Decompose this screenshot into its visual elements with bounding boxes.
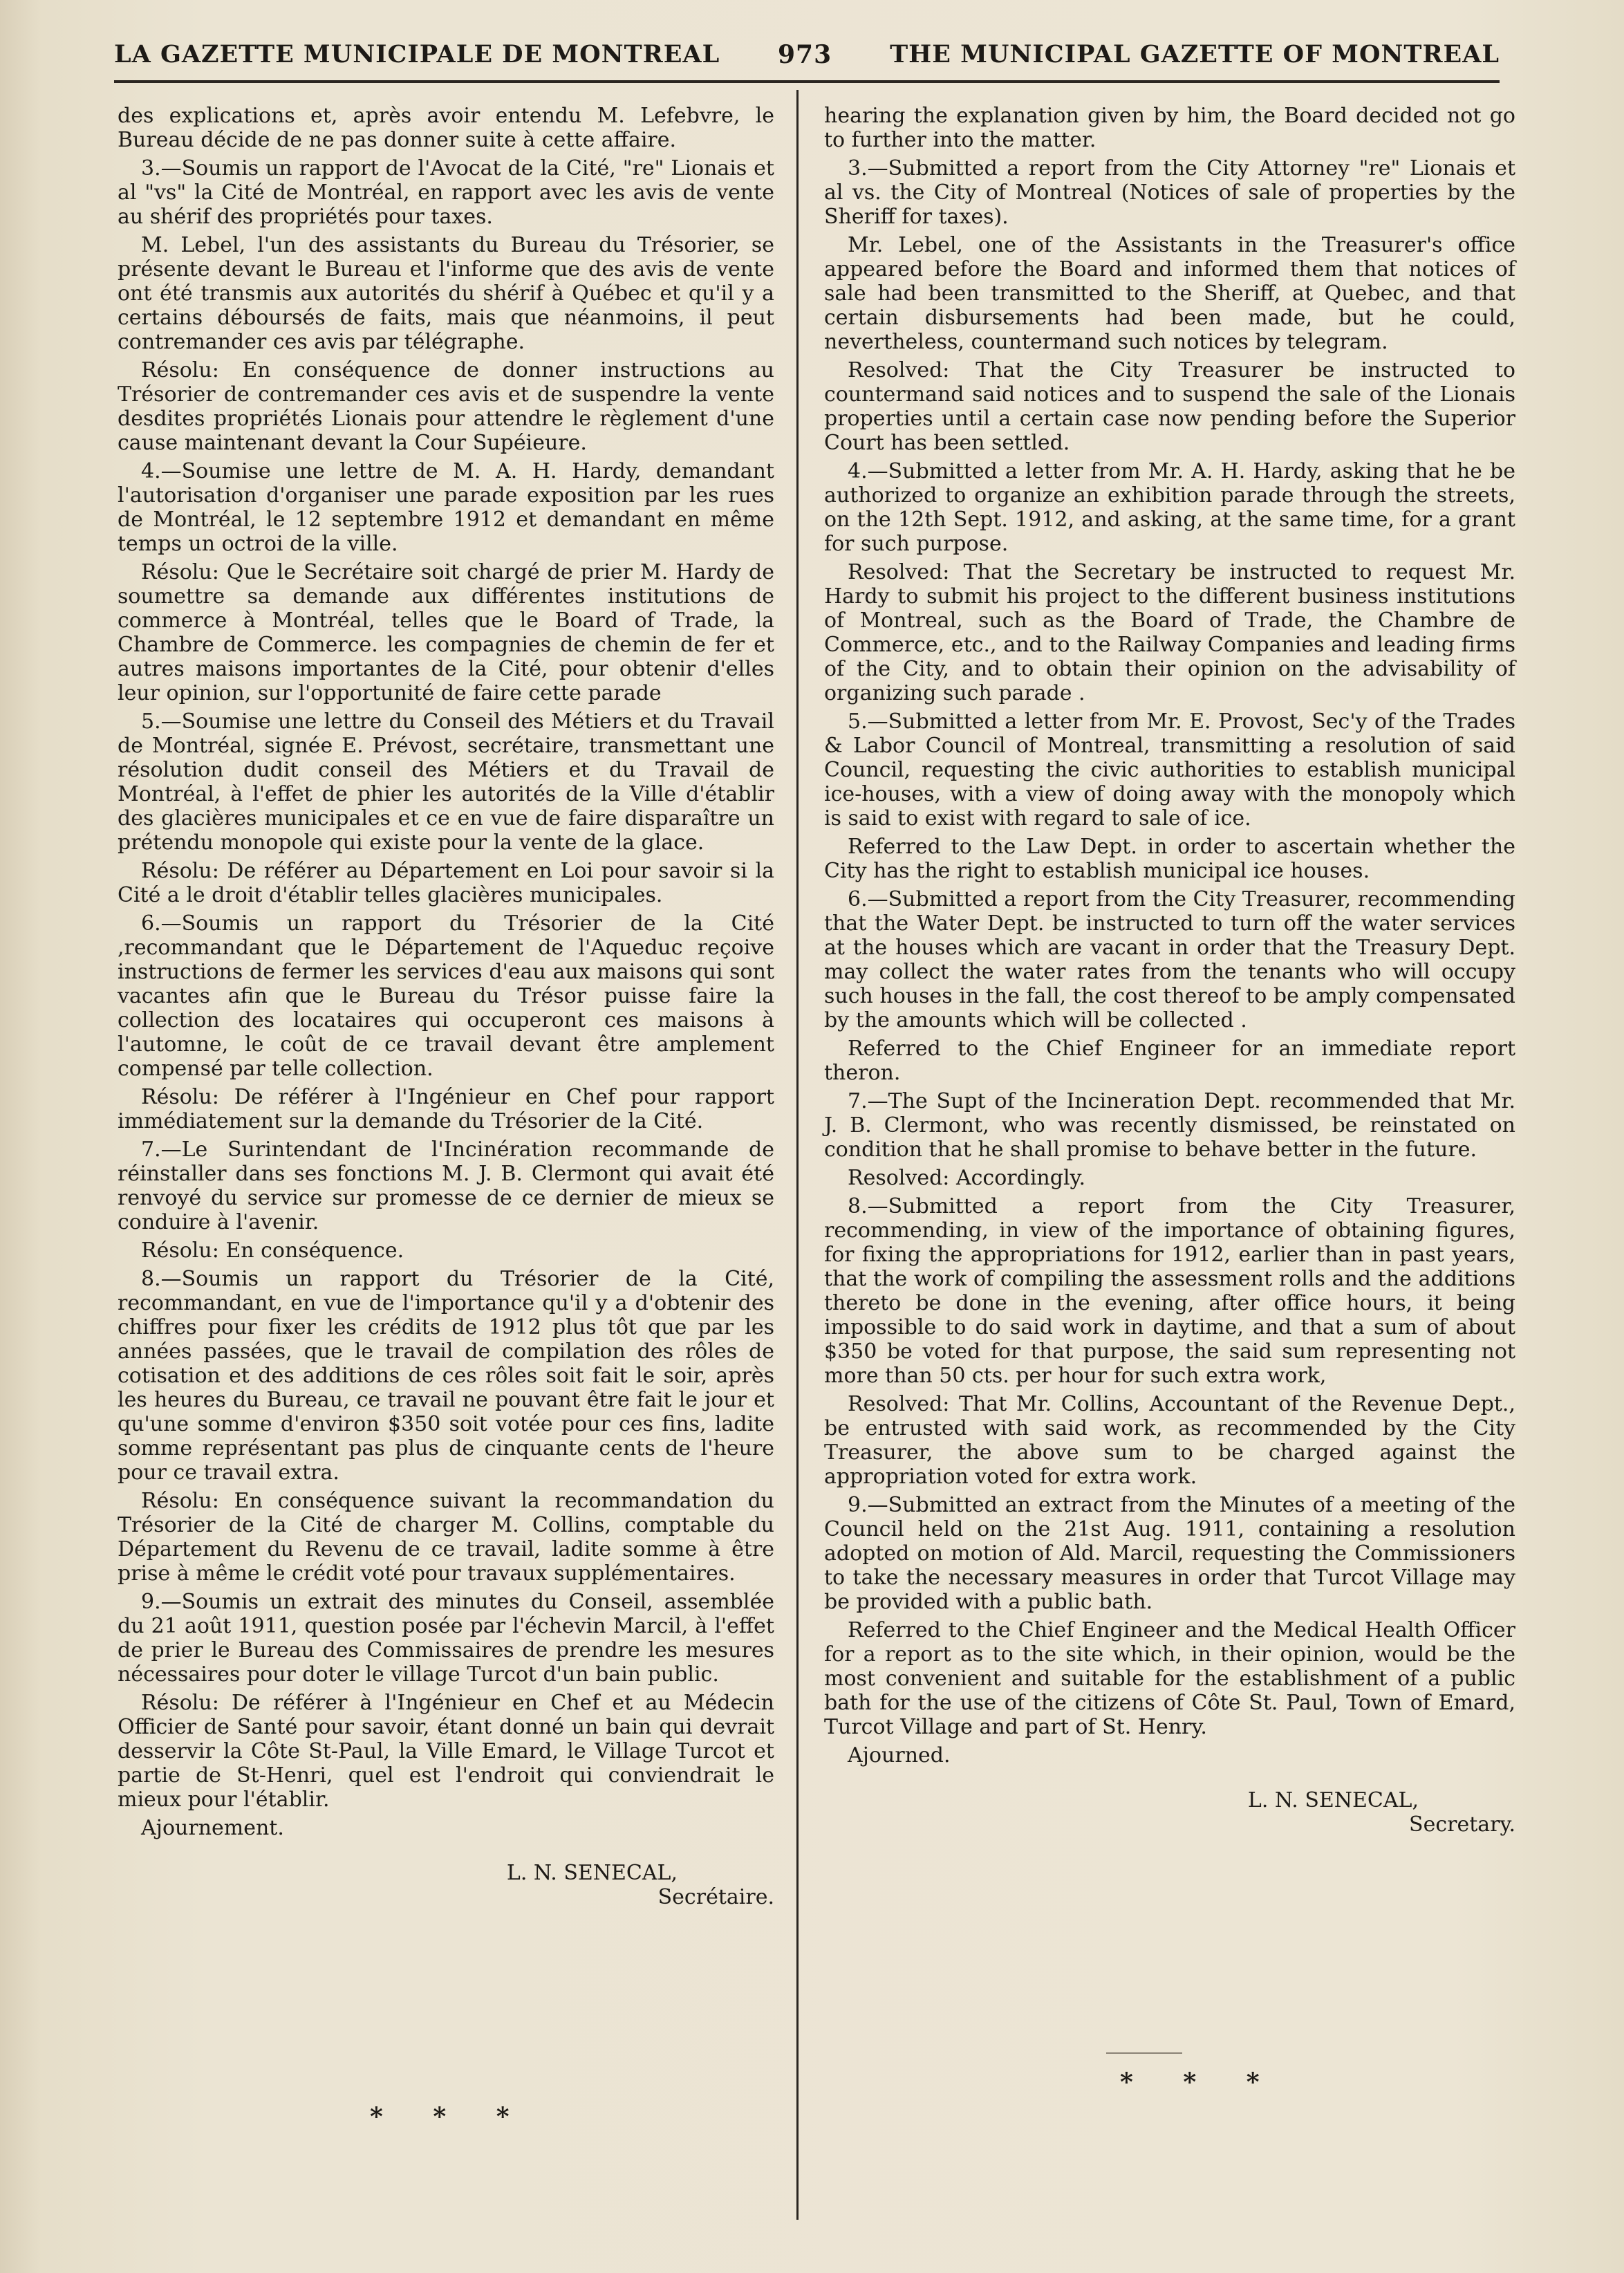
english-paragraph: 6.—Submitted a report from the City Treasurer, recommending that the Water Dept. be instructed to turn off the water services at the houses which are vacant in order that the Treasury Dept. may collect the water rates from the tenants who will occupy such houses in the fall, the cost thereof to be amply compensated by the amounts which will be collected . — [824, 887, 1515, 1032]
english-paragraph: Referred to the Chief Engineer and the Medical Health Officer for a report as to the site which, in their opinion, would be the most convenient and suitable for the establishment of a public bath for the use of the citizens of Côte St. Paul, Town of Emard, Turcot Village and part of St. Henry. — [824, 1618, 1515, 1739]
french-column — [118, 104, 774, 1909]
french-paragraph: Résolu: De référer à l'Ingénieur en Chef pour rapport immédiatement sur la demande du Trésorier de la Cité. — [118, 1085, 774, 1133]
page-header — [114, 40, 1500, 79]
page-number: 973 — [778, 40, 832, 69]
header-french-title: LA GAZETTE MUNICIPALE DE MONTREAL — [114, 40, 720, 68]
french-signature — [118, 1861, 774, 1909]
english-paragraph: 3.—Submitted a report from the City Attorney "re" Lionais et al vs. the City of Montreal (Notices of sale of properties by the Sheriff for taxes). — [824, 156, 1515, 229]
english-paragraph: Referred to the Chief Engineer for an immediate report theron. — [824, 1037, 1515, 1085]
french-paragraph: 3.—Soumis un rapport de l'Avocat de la Cité, "re" Lionais et al "vs" la Cité de Montréal, en rapport avec les avis de vente au shérif des propriétés pour taxes. — [118, 156, 774, 229]
french-paragraph: 9.—Soumis un extrait des minutes du Conseil, assemblée du 21 août 1911, question posée par l'échevin Marcil, à l'effet de prier le Bureau des Commissaires de prendre les mesures nécessaires pour doter le village Turcot d'un bain public. — [118, 1590, 774, 1687]
french-paragraph: Résolu: En conséquence de donner instructions au Trésorier de contremander ces avis et de suspendre la vente desdites propriétés Lionais pour attendre le règlement d'une cause maintenant devant la Cour Supéieure. — [118, 358, 774, 455]
english-paragraph: Mr. Lebel, one of the Assistants in the Treasurer's office appeared before the Board and informed them that notices of sale had been transmitted to the Sheriff, at Quebec, and that certain disbursements had been made, but he could, nevertheless, countermand such notices by telegram. — [824, 233, 1515, 354]
english-end-rule — [1106, 2052, 1182, 2054]
english-paragraph: hearing the explanation given by him, the Board decided not go to further into the matter. — [824, 104, 1515, 152]
french-paragraph: 6.—Soumis un rapport du Trésorier de la Cité ,recommandant que le Département de l'Aqueduc reçoive instructions de fermer les services d'eau aux maisons qui sont vacantes afin que le Bureau du Trésor puisse faire la collection des locataires qui occuperont ces maisons à l'automne, le coût de ce travail devant être amplement compensé par telle collection. — [118, 911, 774, 1081]
french-paragraph: 8.—Soumis un rapport du Trésorier de la Cité, recommandant, en vue de l'importance qu'il y a d'obtenir des chiffres pour fixer les crédits de 1912 plus tôt que par les années passées, que le travail de compilation des rôles de cotisation et des additions de ces rôles soit fait le soir, après les heures du Bureau, ce travail ne pouvant être fait le jour et qu'une somme d'environ $350 soit votée pour ces fins, ladite somme représentant pas plus de cinquante cents de l'heure pour ce travail extra. — [118, 1267, 774, 1485]
english-paragraph: Resolved: That the Secretary be instructed to request Mr. Hardy to submit his project to the different business institutions of Montreal, such as the Board of Trade, the Chambre de Commerce, etc., and to the Railway Companies and leading firms of the City, and to obtain their opinion on the advisability of organizing such parade . — [824, 560, 1515, 705]
english-paragraph: Resolved: That the City Treasurer be instructed to countermand said notices and to suspend the sale of the Lionais properties until a certain case now pending before the Superior Court has been settled. — [824, 358, 1515, 455]
english-paragraph: Ajourned. — [848, 1743, 951, 1768]
french-paragraph: M. Lebel, l'un des assistants du Bureau du Trésorier, se présente devant le Bureau et l'informe que des avis de vente ont été transmis aux autorités du shérif à Québec et qu'il y a certains déboursés de faits, mais que néanmoins, il peut contremander ces avis par télégraphe. — [118, 233, 774, 354]
english-paragraph: 8.—Submitted a report from the City Treasurer, recommending, in view of the importance of obtaining figures, for fixing the appropriations for 1912, earlier than in past years, that the work of compiling the assessment rolls and the additions thereto be done in the evening, after office hours, it being impossible to do said work in daytime, and that a sum of about $350 be voted for that purpose, the said sum representing not more than 50 cts. per hour for such extra work, — [824, 1194, 1515, 1388]
column-divider — [796, 90, 799, 2220]
french-paragraph: Ajournement. — [141, 1816, 284, 1840]
french-ornament: * * * — [370, 2102, 530, 2131]
english-signature-name: L. N. SENECAL, — [1247, 1788, 1419, 1812]
french-signature-role: Secrétaire. — [657, 1885, 774, 1909]
french-paragraph: Résolu: En conséquence. — [141, 1238, 404, 1263]
french-paragraph: 7.—Le Surintendant de l'Incinération recommande de réinstaller dans ses fonctions M. J. B. Clermont qui avait été renvoyé du service sur promesse de ce dernier de mieux se conduire à l'avenir. — [118, 1138, 774, 1234]
english-paragraph: Resolved: That Mr. Collins, Accountant of the Revenue Dept., be entrusted with said work, as recommended by the City Treasurer, the above sum to be charged against the appropriation voted for extra work. — [824, 1392, 1515, 1489]
french-paragraph: Résolu: Que le Secrétaire soit chargé de prier M. Hardy de soumettre sa demande aux différentes institutions de commerce à Montréal, telles que le Board of Trade, la Chambre de Commerce. les compagnies de chemin de fer et autres maisons importantes de la Cité, pour obtenir d'elles leur opinion, sur l'opportunité de faire cette parade — [118, 560, 774, 705]
english-column — [824, 104, 1515, 1837]
french-paragraph: 5.—Soumise une lettre du Conseil des Métiers et du Travail de Montréal, signée E. Prévost, secrétaire, transmettant une résolution dudit conseil des Métiers et du Travail de Montréal, à l'effet de phier les autorités de la Ville d'établir des glacières municipales et ce en vue de faire disparaître un prétendu monopole qui existe pour la vente de la glace. — [118, 709, 774, 855]
french-signature-name: L. N. SENECAL, — [506, 1861, 678, 1885]
english-paragraph: 5.—Submitted a letter from Mr. E. Provost, Sec'y of the Trades & Labor Council of Montreal, transmitting a resolution of said Council, requesting the civic authorities to establish municipal ice-houses, with a view of doing away with the monopoly which is said to exist with regard to sale of ice. — [824, 709, 1515, 831]
english-signature — [824, 1788, 1515, 1837]
french-paragraph: des explications et, après avoir entendu M. Lefebvre, le Bureau décide de ne pas donner suite à cette affaire. — [118, 104, 774, 152]
english-paragraph: Referred to the Law Dept. in order to ascertain whether the City has the right to establish municipal ice houses. — [824, 835, 1515, 883]
header-english-title: THE MUNICIPAL GAZETTE OF MONTREAL — [890, 40, 1500, 68]
english-ornament: * * * — [1120, 2068, 1280, 2097]
french-paragraph: Résolu: En conséquence suivant la recommandation du Trésorier de la Cité de charger M. Collins, comptable du Département du Revenu de ce travail, ladite somme à être prise à même le crédit voté pour travaux supplémentaires. — [118, 1489, 774, 1586]
french-paragraph: 4.—Soumise une lettre de M. A. H. Hardy, demandant l'autorisation d'organiser une parade exposition par les rues de Montréal, le 12 septembre 1912 et demandant en même temps un octroi de la ville. — [118, 459, 774, 556]
french-paragraph: Résolu: De référer au Département en Loi pour savoir si la Cité a le droit d'établir telles glacières municipales. — [118, 859, 774, 907]
english-paragraph: 4.—Submitted a letter from Mr. A. H. Hardy, asking that he be authorized to organize an exhibition parade through the streets, on the 12th Sept. 1912, and asking, at the same time, for a grant for such purpose. — [824, 459, 1515, 556]
english-signature-role: Secretary. — [1409, 1812, 1515, 1837]
header-rule — [114, 80, 1500, 83]
english-paragraph: Resolved: Accordingly. — [848, 1166, 1086, 1190]
english-paragraph: 9.—Submitted an extract from the Minutes of a meeting of the Council held on the 21st Aug. 1911, containing a resolution adopted on motion of Ald. Marcil, requesting the Commissioners to take the necessary measures in order that Turcot Village may be provided with a public bath. — [824, 1493, 1515, 1614]
french-paragraph: Résolu: De référer à l'Ingénieur en Chef et au Médecin Officier de Santé pour savoir, étant donné un bain qui devrait desservir la Côte St-Paul, la Ville Emard, le Village Turcot et partie de St-Henri, quel est l'endroit qui conviendrait le mieux pour l'établir. — [118, 1691, 774, 1812]
english-paragraph: 7.—The Supt of the Incineration Dept. recommended that Mr. J. B. Clermont, who was recently dismissed, be reinstated on condition that he shall promise to behave better in the future. — [824, 1089, 1515, 1162]
